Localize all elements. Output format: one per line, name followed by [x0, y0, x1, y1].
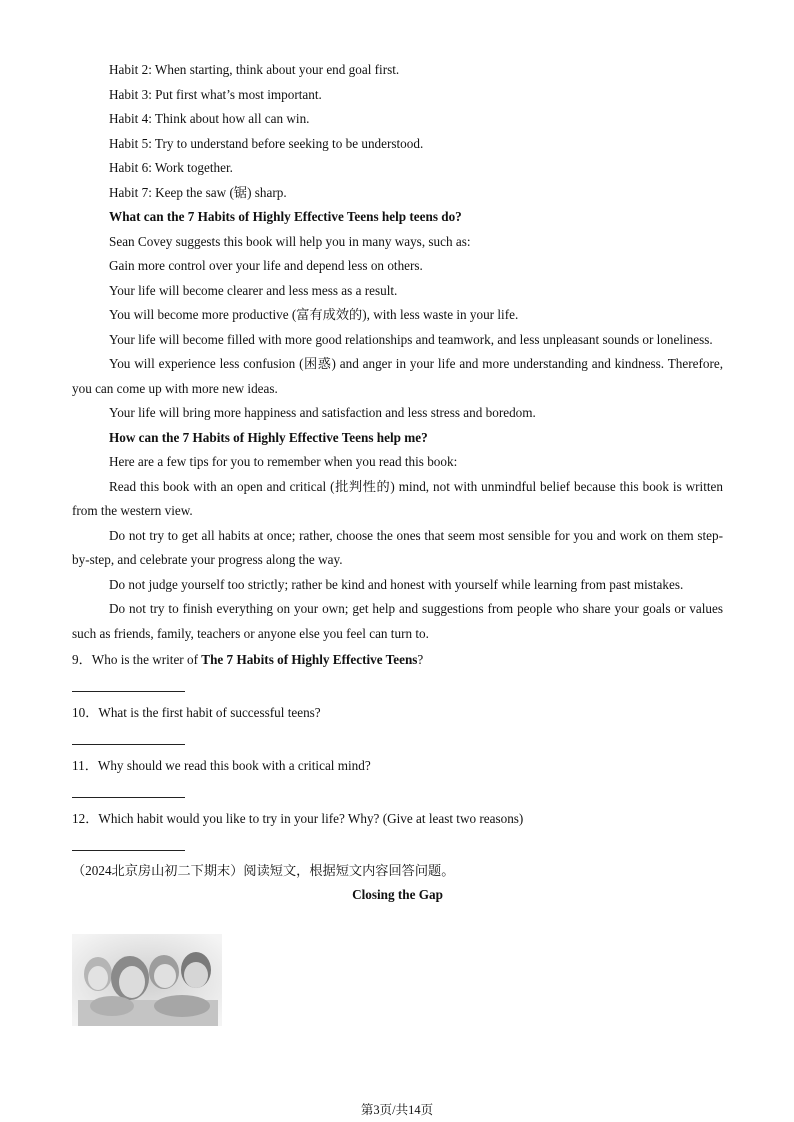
next-passage-title: Closing the Gap — [352, 887, 443, 902]
habit-2: Habit 2: When starting, think about your end goal first. — [109, 62, 400, 77]
answer-line-9[interactable] — [72, 690, 185, 692]
section-heading-1: What can the 7 Habits of Highly Effective Teens help teens do? — [109, 209, 462, 224]
question-9 — [72, 648, 723, 672]
section2-intro: Here are a few tips for you to remember when you read this book: — [109, 454, 458, 469]
next-passage-intro: （2024北京房山初二下期末）阅读短文，根据短文内容回答问题。 — [72, 863, 455, 878]
section1-paragraph-1: Your life will become filled with more good relationships and teamwork, and less unpleasant sounds or loneliness. — [109, 331, 713, 347]
answer-line-10[interactable] — [72, 743, 185, 745]
section2-paragraph-4: Do not try to finish everything on your own; get help and suggestions from people who share your goals or values such as friends, family, teachers or anyone else you feel can turn to. — [72, 601, 723, 641]
habit-5: Habit 5: Try to understand before seeking to be understood. — [109, 135, 424, 151]
section1-line-2: Gain more control over your life and depend less on others. — [109, 258, 423, 273]
document-body — [72, 58, 723, 905]
question-10: 10．What is the first habit of successful teens? — [72, 705, 321, 720]
section1-last-line: Your life will bring more happiness and satisfaction and less stress and boredom. — [109, 405, 536, 420]
family-photo — [72, 934, 222, 1026]
section1-line-3: Your life will become clearer and less mess as a result. — [109, 282, 398, 298]
habit-4: Habit 4: Think about how all can win. — [109, 111, 310, 126]
section-heading-2: How can the 7 Habits of Highly Effective Teens help me? — [109, 429, 428, 445]
answer-line-12[interactable] — [72, 849, 185, 851]
question-9-book-title: The 7 Habits of Highly Effective Teens — [201, 652, 418, 667]
question-11: 11．Why should we read this book with a critical mind? — [72, 758, 371, 773]
section2-paragraph-1: Read this book with an open and critical (批判性的) mind, not with unmindful belief because this book is written from the western view. — [72, 478, 723, 518]
question-12: 12．Which habit would you like to try in your life? Why? (Give at least two reasons) — [72, 811, 524, 826]
habit-6: Habit 6: Work together. — [109, 160, 233, 175]
section1-paragraph-2: You will experience less confusion (困惑) and anger in your life and more understanding and kindness. Therefore, you can come up with more new ideas. — [72, 356, 723, 396]
habit-3: Habit 3: Put first what’s most important. — [109, 86, 322, 102]
question-9-suffix: ? — [417, 652, 424, 667]
section1-line-1: Sean Covey suggests this book will help you in many ways, such as: — [109, 233, 471, 249]
section1-line-4: You will become more productive (富有成效的), with less waste in your life. — [109, 307, 519, 322]
habit-7: Habit 7: Keep the saw (锯) sharp. — [109, 184, 287, 200]
answer-line-11[interactable] — [72, 796, 185, 798]
page-footer: 第3页/共14页 — [360, 1103, 434, 1117]
question-9-prefix: 9．Who is the writer of — [72, 652, 202, 667]
section2-paragraph-3: Do not judge yourself too strictly; rather be kind and honest with yourself while learning from past mistakes. — [109, 576, 684, 592]
family-photo-illustration — [72, 934, 222, 1026]
section2-paragraph-2: Do not try to get all habits at once; rather, choose the ones that seem most sensible for you and work on them step-by-step, and celebrate your progress along the way. — [72, 527, 723, 567]
